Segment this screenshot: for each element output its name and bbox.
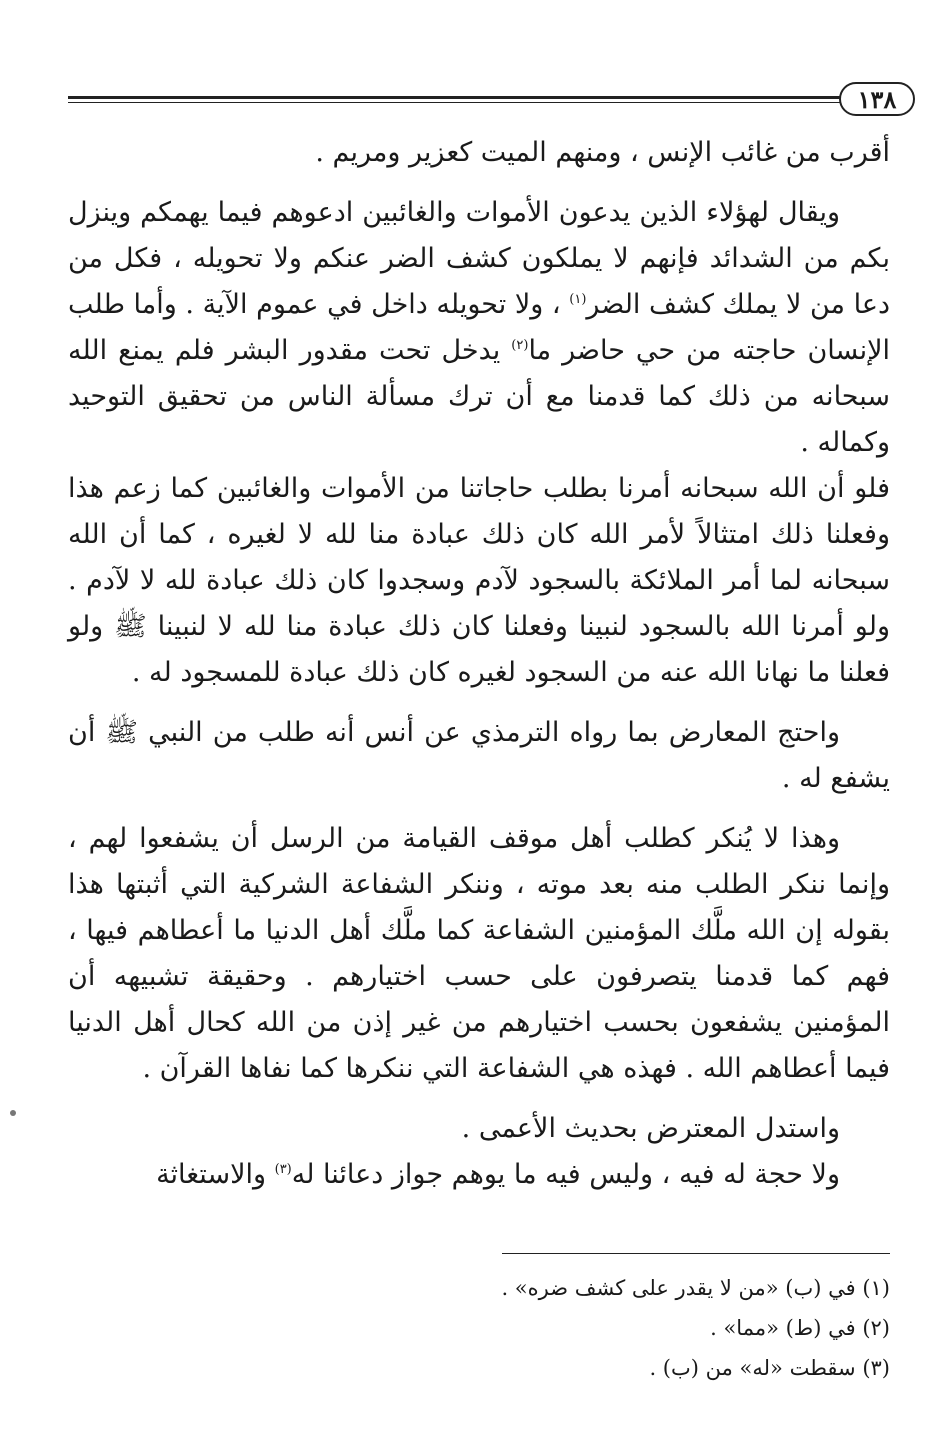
- paragraph-2: [68, 190, 890, 466]
- margin-dot: [10, 1110, 16, 1116]
- paragraph-2-part-3: يدخل تحت مقدور البشر فلم يمنع الله سبحانه من ذلك كما قدمنا مع أن ترك مسألة الناس من تحقيق التوحيد وكماله .: [68, 335, 890, 458]
- footnote-3: (٣) سقطت «له» من (ب) .: [649, 1356, 890, 1380]
- main-text: [68, 130, 890, 1198]
- footnote-separator: [502, 1253, 890, 1254]
- paragraph-7-part-2: والاستغاثة: [156, 1159, 275, 1190]
- paragraph-6: واستدل المعترض بحديث الأعمى .: [461, 1113, 840, 1144]
- header-rule: [68, 96, 843, 103]
- footnote-ref-2[interactable]: (٢): [511, 338, 529, 353]
- footnote-ref-1[interactable]: (١): [569, 292, 587, 307]
- page-number: ١٣٨: [839, 82, 915, 116]
- paragraph-4: واحتج المعارض بما رواه الترمذي عن أنس أنه طلب من النبي ﷺ أن يشفع له .: [68, 717, 890, 794]
- footnote-2: (٢) في (ط) «مما» .: [710, 1316, 890, 1340]
- paragraph-3: فلو أن الله سبحانه أمرنا بطلب حاجاتنا من الأموات والغائبين كما زعم هذا وفعلنا ذلك امتثالاً لأمر الله كان ذلك عبادة منا لله لا لغيره ، كما أن الله سبحانه لما أمر الملائكة بالسجود لآدم وسجدوا كان ذلك عبادة لله لا لآدم . ولو أمرنا الله بالسجود لنبينا وفعلنا كان ذلك عبادة منا لله لا لنبينا ﷺ ولو فعلنا ما نهانا الله عنه من السجود لغيره كان ذلك عبادة للمسجود له .: [68, 473, 890, 688]
- paragraph-2-part-2: ، ولا تحويله داخل في عموم الآية . وأما طلب الإنسان حاجته من حي حاضر ما: [68, 289, 890, 366]
- footnotes-list: [68, 1268, 890, 1388]
- page-header: [68, 80, 923, 120]
- footnote-ref-3[interactable]: (٣): [274, 1162, 292, 1177]
- paragraph-2-part-1: ويقال لهؤلاء الذين يدعون الأموات والغائبين ادعوهم فيما يهمكم وينزل بكم من الشدائد فإنهم لا يملكون كشف الضر عنكم ولا تحويله ، فكل من دعا من لا يملك كشف الضر: [68, 197, 890, 320]
- footnote-1: (١) في (ب) «من لا يقدر على كشف ضره» .: [501, 1276, 890, 1300]
- paragraph-1: أقرب من غائب الإنس ، ومنهم الميت كعزير ومريم .: [315, 137, 890, 168]
- paragraph-7-part-1: ولا حجة له فيه ، وليس فيه ما يوهم جواز دعائنا له: [291, 1159, 840, 1190]
- paragraph-7: [68, 1152, 890, 1198]
- paragraph-5: وهذا لا يُنكر كطلب أهل موقف القيامة من الرسل أن يشفعوا لهم ، وإنما ننكر الطلب منه بعد موته ، وننكر الشفاعة الشركية التي أثبتها هذا بقوله إن الله ملَّك المؤمنين الشفاعة كما ملَّك أهل الدنيا ما أعطاهم فيها ، فهم كما قدمنا يتصرفون على حسب اختيارهم . وحقيقة تشبيهه أن المؤمنين يشفعون بحسب اختيارهم من غير إذن من الله كحال أهل الدنيا فيما أعطاهم الله . فهذه هي الشفاعة التي ننكرها كما نفاها القرآن .: [68, 823, 890, 1084]
